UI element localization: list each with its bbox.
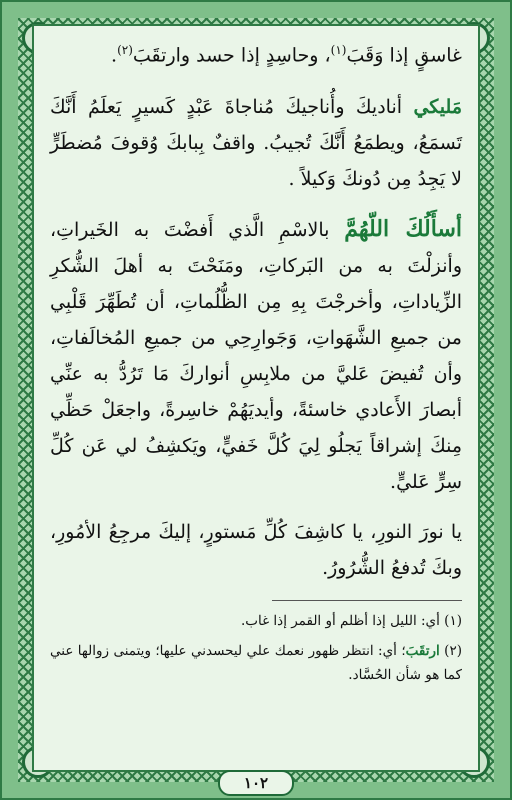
paragraph-nur: يا نورَ النورِ، يا كاشِفَ كُلِّ مَستورٍ، إليكَ مرجِعُ الأمُورِ، وبكَ تُدفعُ الشُّرُورُ. [50,521,462,580]
page-number: ١٠٢ [218,770,294,796]
paragraph-heading: مَليكي [413,96,462,119]
paragraph-maliki: مَليكي أناديكَ وأُناجيكَ مُناجاةَ عَبْدٍ كَسيرٍ يَعلَمُ أَنَّكَ تَسمَعُ، ويطمَعُ أَنَّكَ تُجيبُ. واقفٌ بِبابكَ وُقوفَ مُضطَرٍّ لا يَجِدُ مِن دُونكَ وَكيلاً . [50,96,462,191]
footnote-ref-2: (٢) [117,43,133,57]
paragraph-heading: أسأَلُكَ اللّهُمَّ [344,216,462,243]
footnote-divider [272,600,462,601]
footnote-1: (١) أي: الليل إذا أظلم أو القمر إذا غاب. [240,613,462,630]
footnote-ref-1: (١) [330,43,347,57]
footnote-2: (٢) ارتقَبَ؛ أي: انتظر ظهور نعمك علي ليحسدني عليها؛ ويتمنى زوالها عني كما هو شأن الحُسَّاد. [50,643,462,684]
paragraph-asaluka: أسأَلُكَ اللّهُمَّ بالاسْمِ الَّذي أَفضْتَ به الخَيراتِ، وأنزلْتَ به من البَركاتِ، ومَنَحْتَ به أهلَ الشُّكرِ الزِّياداتِ، وأخرجْتَ بِهِ مِن الظُّلُماتِ، أن تُطَهِّرَ قَلْبِي من جميعِ الشَّهَواتِ، وَجَوارِحِي من جميعِ المُخالَفاتِ، وأن تُفيضَ عَليَّ من ملابِسِ أنواركَ مَا تَرُدُّ به عنِّي أبصارَ الأَعادي خاسئةً، وأيديَهُمْ خاسِرةً، واجعَلْ حَظِّي مِنكَ إشراقاً يَجلُو لِيَ كُلَّ خَفيٍّ، ويَكشِفُ لي عَن كُلِّ سِرٍّ عَليٍّ. [50,216,462,494]
page-text [32,24,480,772]
opening-line: غاسقٍ إذا وَقَبَ$^{(١)}$، وحاسِدٍ إذا حسد وارتقَبَ$^{(٢)}$. [111,43,462,67]
